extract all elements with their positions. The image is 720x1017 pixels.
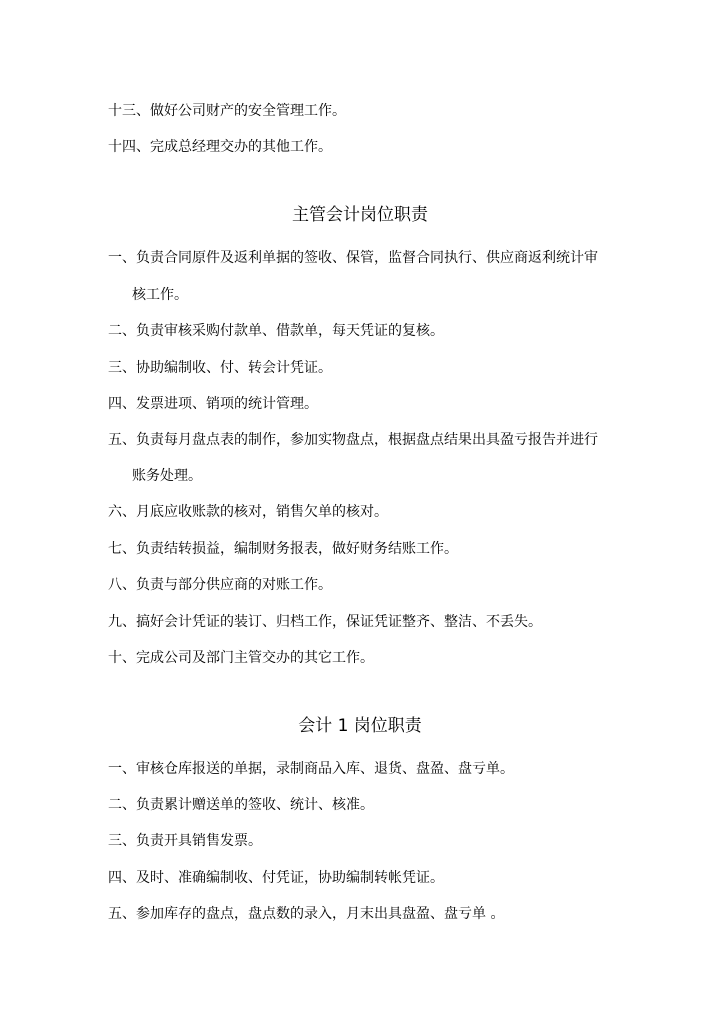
list-item: 七、负责结转损益，编制财务报表，做好财务结账工作。 (108, 541, 458, 557)
paragraph-line: 十四、完成总经理交办的其他工作。 (108, 139, 332, 155)
list-item: 六、月底应收账款的核对，销售欠单的核对。 (108, 504, 388, 520)
list-item: 八、负责与部分供应商的对账工作。 (108, 577, 332, 593)
list-item-continuation: 账务处理。 (132, 468, 202, 484)
list-item: 九、搞好会计凭证的装订、归档工作，保证凭证整齐、整洁、不丢失。 (108, 614, 542, 630)
list-item: 二、负责审核采购付款单、借款单，每天凭证的复核。 (108, 323, 444, 339)
list-item: 四、发票进项、销项的统计管理。 (108, 396, 318, 412)
list-item: 十、完成公司及部门主管交办的其它工作。 (108, 650, 374, 666)
section-title: 会计 1 岗位职责 (298, 716, 422, 736)
list-item: 一、审核仓库报送的单据，录制商品入库、退货、盘盈、盘亏单。 (108, 761, 514, 777)
list-item: 三、负责开具销售发票。 (108, 833, 262, 849)
list-item: 二、负责累计赠送单的签收、统计、核准。 (108, 797, 374, 813)
list-item: 五、参加库存的盘点，盘点数的录入，月末出具盘盈、盘亏单 。 (108, 906, 505, 922)
list-item: 三、协助编制收、付、转会计凭证。 (108, 360, 332, 376)
list-item: 一、负责合同原件及返利单据的签收、保管，监督合同执行、供应商返利统计审 (108, 250, 598, 266)
list-item-continuation: 核工作。 (132, 287, 188, 303)
paragraph-line: 十三、做好公司财产的安全管理工作。 (108, 103, 346, 119)
list-item: 五、负责每月盘点表的制作，参加实物盘点，根据盘点结果出具盈亏报告并进行 (108, 432, 598, 448)
section-title: 主管会计岗位职责 (292, 205, 428, 225)
list-item: 四、及时、准确编制收、付凭证，协助编制转帐凭证。 (108, 870, 444, 886)
